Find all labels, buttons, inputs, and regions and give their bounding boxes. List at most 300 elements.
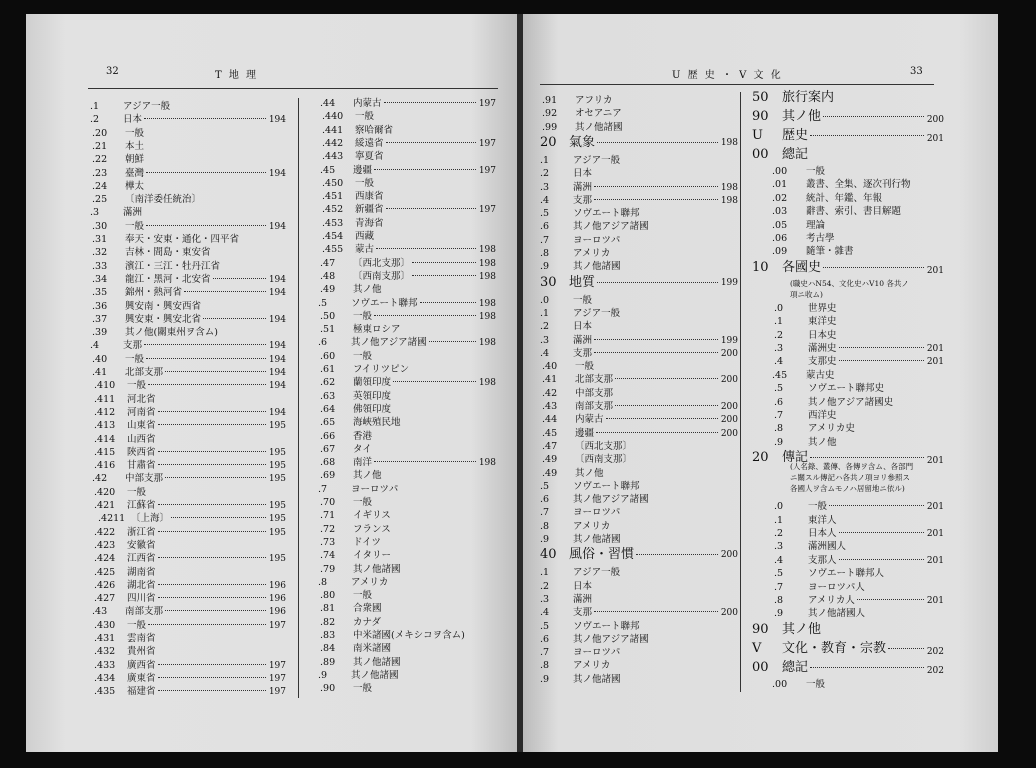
entry-label: 樺太: [125, 180, 145, 192]
entry-label: 其ノ他: [808, 436, 837, 448]
entry-code: .2: [540, 168, 550, 180]
index-entry: [90, 101, 286, 113]
entry-code: .82: [320, 616, 336, 628]
entry-label: 龍江・黑河・北安省: [125, 273, 211, 285]
index-entry: [540, 95, 738, 107]
dot-leader: [165, 610, 266, 611]
entry-label: ソヴエート聯邦: [573, 480, 640, 492]
entry-code: 40: [540, 547, 557, 563]
entry-page-number: 200: [720, 402, 738, 412]
index-entry: [90, 487, 286, 499]
entry-label: 海峽殖民地: [353, 417, 401, 429]
entry-label: 吉林・間島・東安省: [125, 247, 211, 259]
entry-label: 其ノ他: [575, 467, 604, 479]
index-entry: [752, 423, 944, 435]
entry-label: 貴州省: [127, 646, 156, 658]
entry-label: 山西省: [127, 433, 156, 445]
entry-page-number: 198: [478, 378, 496, 389]
entry-label: 〔南洋委任統治〕: [125, 194, 202, 206]
entry-code: .42: [92, 473, 108, 485]
entry-label: 南洋: [353, 457, 373, 469]
entry-code: .51: [320, 324, 336, 336]
index-entry: [752, 147, 944, 163]
entry-code: .431: [94, 633, 116, 644]
index-entry: [540, 348, 738, 360]
entry-code: .81: [320, 603, 336, 615]
index-entry: [318, 524, 496, 536]
entry-label: 南部支那: [575, 401, 614, 412]
index-entry: [318, 204, 496, 216]
dot-leader: [158, 584, 266, 585]
entry-page-number: 194: [268, 168, 286, 179]
index-entry: [90, 128, 286, 140]
dot-leader: [158, 451, 266, 452]
index-entry: [540, 261, 738, 273]
dot-leader: [594, 199, 718, 200]
index-entry: [90, 527, 286, 539]
entry-code: .49: [542, 454, 558, 466]
index-entry: [540, 414, 738, 426]
entry-code: 90: [752, 109, 769, 124]
entry-label: 一般: [127, 486, 147, 498]
entry-code: .6: [774, 396, 784, 408]
entry-code: .5: [540, 480, 550, 492]
entry-label: 中部支那: [125, 473, 164, 485]
entry-code: .3: [540, 334, 550, 346]
entry-page-number: 201: [926, 456, 944, 467]
index-entry: [540, 221, 738, 233]
entry-label: 極東ロシア: [353, 324, 401, 336]
index-entry: [752, 515, 944, 527]
entry-page-number: 197: [268, 673, 286, 684]
entry-label: 其ノ他諸國: [573, 673, 621, 685]
index-entry: [752, 260, 944, 276]
entry-code: .423: [94, 539, 116, 551]
dot-leader: [374, 461, 476, 462]
index-entry: [540, 388, 738, 400]
index-entry: [90, 114, 286, 126]
entry-label: 支那: [573, 607, 593, 619]
left-running-head: T 地 理: [215, 70, 259, 81]
entry-code: .425: [94, 566, 116, 578]
entry-label: ヨーロツパ人: [808, 581, 865, 593]
entry-label: 廣東省: [127, 672, 156, 684]
index-entry: [90, 301, 286, 313]
entry-label: 一般: [353, 310, 373, 322]
entry-label: 隨筆・雜書: [806, 246, 854, 258]
entry-code: .25: [92, 194, 108, 206]
entry-code: .00: [772, 678, 788, 690]
entry-label: 理論: [806, 219, 826, 231]
entry-label: 一般: [806, 166, 826, 177]
entry-code: U: [752, 128, 763, 143]
entry-label: 西洋史: [808, 410, 837, 421]
entry-code: .433: [94, 659, 116, 671]
entry-label: 江蘇省: [127, 500, 156, 511]
entry-label: カナダ: [353, 616, 382, 628]
dot-leader: [158, 504, 266, 505]
entry-label: 一般: [127, 619, 147, 631]
entry-code: .7: [540, 507, 550, 519]
index-entry: [540, 155, 738, 167]
entry-code: 00: [752, 147, 769, 162]
entry-code: .8: [774, 595, 784, 606]
entry-label: 一般: [353, 497, 373, 508]
dot-leader: [412, 275, 476, 276]
entry-code: .39: [92, 327, 108, 339]
entry-page-number: 195: [268, 461, 286, 472]
entry-page-number: 198: [478, 298, 496, 309]
entry-page-number: 198: [720, 195, 738, 206]
entry-label: アメリカ: [573, 520, 611, 532]
index-entry: [318, 444, 496, 456]
dot-leader: [594, 352, 718, 353]
index-entry: [318, 630, 496, 642]
entry-page-number: 194: [268, 407, 286, 418]
entry-label: 文化・教育・宗教: [782, 640, 887, 656]
index-entry: [318, 643, 496, 655]
index-entry: [90, 274, 286, 286]
index-entry: [90, 593, 286, 605]
entry-label: 日本人: [808, 528, 837, 539]
entry-label: 蘭領印度: [353, 377, 392, 389]
index-entry: [318, 617, 496, 629]
entry-code: .74: [320, 550, 336, 562]
entry-label: 支那: [573, 194, 593, 206]
entry-page-number: 200: [720, 348, 738, 359]
biography-note-line: 各國人ヲ含ムモノハ居留地ニ依ル): [790, 484, 905, 493]
index-entry: [90, 620, 286, 632]
entry-page-number: 198: [478, 245, 496, 256]
index-entry: [318, 391, 496, 403]
entry-label: 其ノ他諸國人: [808, 608, 866, 620]
dot-leader: [810, 135, 924, 136]
entry-code: .03: [772, 206, 788, 218]
dot-leader: [158, 464, 266, 465]
entry-code: .2: [540, 321, 550, 333]
entry-label: 其ノ他アジア諸國史: [808, 396, 894, 408]
entry-label: 西康省: [355, 191, 384, 203]
entry-code: .1: [540, 154, 550, 166]
dot-leader: [165, 371, 266, 372]
entry-code: .30: [92, 220, 108, 232]
index-entry: [752, 501, 944, 513]
index-entry: [90, 154, 286, 166]
entry-page-number: 200: [720, 608, 738, 619]
dot-leader: [839, 347, 924, 348]
entry-label: 日本: [573, 168, 593, 180]
entry-page-number: 194: [268, 274, 286, 285]
entry-code: .1: [540, 307, 550, 319]
right-running-head: U 歴 史 ・ V 文 化: [672, 70, 783, 81]
entry-label: 歴史: [782, 128, 809, 143]
entry-code: .441: [322, 124, 344, 136]
entry-code: .440: [322, 111, 344, 123]
dot-leader: [429, 341, 476, 342]
entry-code: 10: [752, 259, 769, 275]
entry-code: .0: [774, 501, 784, 513]
dot-leader: [636, 554, 718, 555]
entry-label: アフリカ: [575, 95, 613, 106]
entry-code: .84: [320, 643, 336, 655]
entry-code: .416: [94, 460, 116, 472]
biography-note-line: ニ關スル傳記ハ各共ノ項ヨリ參照ス: [790, 473, 910, 482]
index-entry: [540, 208, 738, 220]
entry-page-number: 201: [926, 357, 944, 368]
entry-code: .5: [774, 568, 784, 580]
entry-label: アジア一般: [573, 154, 621, 166]
entry-label: 香港: [353, 430, 373, 442]
entry-code: .72: [320, 523, 336, 535]
entry-code: .67: [320, 443, 336, 455]
index-entry: [318, 111, 496, 123]
index-entry: [90, 633, 286, 645]
entry-page-number: 196: [268, 580, 286, 591]
index-entry: [318, 178, 496, 190]
entry-label: 一般: [573, 294, 593, 306]
index-entry: [752, 356, 944, 368]
entry-code: .44: [542, 414, 558, 426]
entry-label: 雲南省: [127, 633, 156, 644]
index-entry: [318, 577, 496, 589]
entry-label: 中米諸國(メキシコヲ含ム): [353, 630, 465, 641]
right-column-divider: [740, 92, 741, 692]
entry-label: アメリカ: [573, 248, 611, 259]
entry-code: .09: [772, 246, 788, 258]
entry-page-number: 201: [926, 529, 944, 539]
entry-label: 支那: [573, 347, 593, 359]
entry-label: 其ノ他諸國: [573, 261, 621, 273]
entry-label: ヨーロツパ: [573, 647, 621, 659]
entry-label: オセアニア: [575, 108, 622, 120]
entry-code: .45: [772, 369, 788, 381]
index-entry: [318, 244, 496, 256]
biography-note: [790, 461, 913, 494]
index-entry: [318, 417, 496, 429]
entry-code: 50: [752, 90, 769, 105]
entry-label: 内蒙古: [575, 414, 604, 426]
index-entry: [90, 606, 286, 618]
index-entry: [90, 207, 286, 219]
entry-page-number: 195: [268, 514, 286, 525]
entry-label: 其ノ他: [782, 621, 822, 637]
entry-code: .6: [540, 494, 550, 506]
index-entry: [90, 553, 286, 565]
entry-code: .20: [92, 127, 108, 139]
entry-code: .6: [318, 337, 328, 349]
entry-code: .02: [772, 192, 788, 204]
entry-code: V: [752, 640, 762, 656]
index-entry: [752, 128, 944, 144]
entry-label: 陝西省: [127, 446, 156, 458]
index-entry: [90, 221, 286, 233]
entry-label: 滿洲: [123, 207, 143, 219]
entry-code: .427: [94, 593, 116, 605]
dot-leader: [839, 559, 924, 560]
entry-label: 其ノ他アジア諸國: [351, 337, 427, 349]
dot-leader: [158, 677, 266, 678]
entry-code: .92: [542, 108, 558, 120]
index-entry: [318, 497, 496, 509]
index-entry: [752, 568, 944, 580]
entry-code: .45: [542, 427, 558, 439]
entry-code: .424: [94, 553, 116, 565]
entry-code: .33: [92, 260, 108, 272]
entry-label: イタリー: [353, 550, 392, 562]
index-entry: [90, 686, 286, 698]
entry-page-number: 199: [720, 335, 738, 346]
entry-code: .9: [540, 261, 550, 273]
entry-page-number: 194: [268, 288, 286, 299]
index-entry: [752, 679, 944, 691]
entry-code: .5: [774, 383, 784, 395]
entry-label: 考古學: [806, 233, 835, 244]
entry-label: 邊疆: [575, 427, 595, 439]
entry-page-number: 198: [478, 258, 496, 269]
index-entry: [318, 550, 496, 562]
index-entry: [318, 311, 496, 323]
index-entry: [752, 343, 944, 355]
entry-page-number: 200: [926, 115, 944, 125]
entry-label: 南部支那: [125, 606, 164, 618]
entry-code: .0: [540, 294, 550, 306]
entry-code: 20: [752, 450, 769, 466]
index-entry: [90, 340, 286, 352]
entry-label: 滿洲: [573, 181, 593, 193]
index-entry: [752, 370, 944, 382]
dot-leader: [146, 172, 266, 173]
entry-code: .7: [774, 410, 784, 421]
index-entry: [318, 457, 496, 469]
entry-page-number: 197: [478, 138, 496, 149]
entry-code: 00: [752, 659, 769, 675]
entry-label: 一般: [353, 350, 373, 362]
entry-page-number: 194: [268, 381, 286, 392]
entry-code: .410: [94, 380, 116, 392]
entry-label: 一般: [355, 177, 375, 189]
entry-code: .4: [774, 554, 784, 566]
index-entry: [540, 441, 738, 453]
index-entry: [540, 321, 738, 333]
index-entry: [752, 410, 944, 422]
entry-code: .23: [92, 167, 108, 179]
entry-label: ヨーロツパ: [573, 507, 621, 519]
entry-code: .80: [320, 590, 336, 602]
dot-leader: [374, 315, 476, 316]
entry-code: .7: [318, 483, 328, 495]
entry-code: .1: [774, 316, 784, 328]
dot-leader: [171, 517, 266, 518]
index-entry: [752, 555, 944, 567]
index-entry: [540, 454, 738, 466]
index-entry: [752, 595, 944, 607]
entry-page-number: 195: [268, 501, 286, 511]
entry-label: 英領印度: [353, 390, 392, 402]
entry-label: ヨーロツパ: [573, 234, 621, 246]
entry-code: .9: [774, 608, 784, 620]
dot-leader: [148, 384, 266, 385]
entry-code: .2: [774, 528, 784, 539]
entry-label: 傳記: [782, 450, 809, 466]
index-entry: [540, 275, 738, 291]
index-entry: [752, 330, 944, 342]
entry-label: 統計、年鑑、年報: [806, 192, 883, 204]
entry-code: .00: [772, 166, 788, 177]
index-entry: [318, 470, 496, 482]
index-entry: [318, 98, 496, 110]
entry-code: .450: [322, 177, 344, 189]
entry-code: .6: [540, 633, 550, 645]
index-entry: [540, 401, 738, 413]
index-entry: [540, 135, 738, 151]
entry-label: 一般: [806, 678, 826, 690]
index-entry: [752, 316, 944, 328]
entry-label: 支那: [123, 340, 143, 352]
index-entry: [318, 258, 496, 270]
entry-page-number: 197: [268, 687, 286, 698]
entry-label: アジア一般: [573, 567, 621, 579]
entry-label: 朝鮮: [125, 154, 145, 166]
entry-page-number: 196: [268, 607, 286, 618]
entry-code: .44: [320, 98, 336, 109]
entry-code: .4: [540, 607, 550, 619]
entry-label: 日本: [123, 114, 143, 126]
entry-page-number: 194: [268, 354, 286, 365]
entry-code: .434: [94, 672, 116, 684]
entry-code: .2: [540, 580, 550, 592]
entry-page-number: 195: [268, 421, 286, 432]
entry-label: 東洋人: [808, 514, 837, 526]
entry-code: .43: [542, 401, 558, 412]
entry-code: 20: [540, 134, 557, 150]
entry-code: .71: [320, 510, 336, 522]
entry-label: 察哈爾省: [355, 124, 394, 136]
entry-page-number: 201: [926, 502, 944, 513]
entry-label: 一般: [125, 353, 145, 365]
entry-page-number: 198: [478, 338, 496, 349]
entry-code: .443: [322, 151, 344, 163]
entry-label: 一般: [353, 590, 373, 602]
entry-page-number: 194: [268, 115, 286, 126]
entry-label: 其ノ他アジア諸國: [573, 221, 649, 233]
entry-code: .99: [542, 121, 558, 133]
index-entry: [752, 90, 944, 106]
entry-label: 浙江省: [127, 526, 156, 538]
entry-code: .48: [320, 270, 336, 282]
entry-label: 湖北省: [127, 579, 156, 591]
entry-code: .9: [318, 669, 328, 681]
entry-label: 其ノ他諸國: [353, 656, 401, 668]
entry-code: .9: [774, 436, 784, 448]
entry-label: 世界史: [808, 302, 837, 314]
entry-label: 山東省: [127, 420, 156, 432]
entry-code: .40: [92, 353, 108, 365]
entry-code: .63: [320, 390, 336, 402]
entry-code: .34: [92, 273, 108, 285]
index-entry: [540, 481, 738, 493]
entry-label: 其ノ他: [353, 470, 382, 482]
index-entry: [318, 603, 496, 615]
entry-page-number: 197: [478, 165, 496, 176]
entry-code: .70: [320, 497, 336, 508]
entry-page-number: 196: [268, 594, 286, 605]
entry-code: .05: [772, 219, 788, 231]
index-entry: [318, 537, 496, 549]
entry-code: .2: [774, 329, 784, 341]
entry-label: 各國史: [782, 259, 822, 275]
entry-label: 南米諸國: [353, 643, 392, 655]
index-entry: [540, 248, 738, 260]
